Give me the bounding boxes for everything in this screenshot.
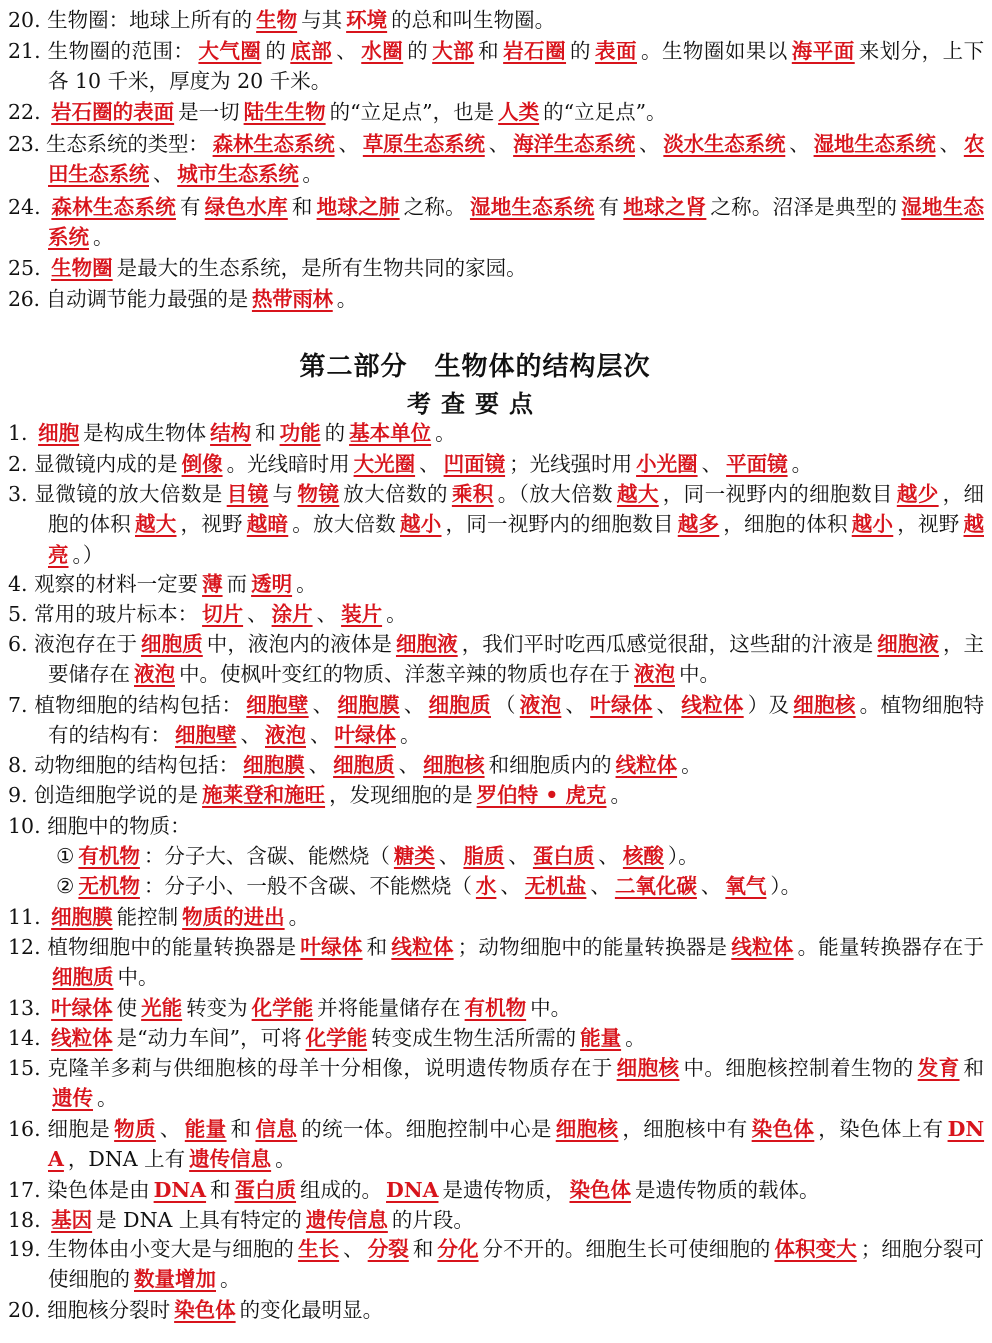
item-text: 。 <box>386 602 407 626</box>
answer-blank: 细胞核 <box>616 1056 680 1080</box>
answer-blank: 岩石圈 <box>503 39 567 63</box>
answer-blank: 城市生态系统 <box>177 162 299 187</box>
item-text: 的总和叫生物圈。 <box>391 8 556 32</box>
item-text: 、 <box>308 753 330 777</box>
item-text: ；光线强时用 <box>509 452 633 476</box>
list-item <box>8 1295 984 1325</box>
item-text: 、 <box>598 844 619 868</box>
answer-blank: 草原生态系统 <box>362 132 485 156</box>
answer-blank: 细胞膜 <box>51 905 113 929</box>
item-text: 的变化最明显。 <box>239 1298 384 1322</box>
item-text: ，我们平时吃西瓜感觉很甜，这些甜的汁液是 <box>461 632 874 656</box>
item-text: 中。 <box>117 965 159 990</box>
item-text: 、 <box>438 844 460 868</box>
answer-blank: 细胞质 <box>52 965 114 990</box>
item-text: 24. <box>8 195 48 219</box>
list-item <box>8 284 984 314</box>
answer-blank: 细胞核 <box>555 1117 619 1141</box>
answer-blank: 细胞膜 <box>337 693 400 717</box>
item-text: 和 <box>366 935 388 959</box>
answer-blank: 物质 <box>114 1117 156 1141</box>
item-text: ，视野 <box>897 512 960 537</box>
item-text: 的“立足点”。 <box>543 100 667 124</box>
item-text: 的 <box>570 39 592 63</box>
answer-blank: 细胞质 <box>428 693 491 717</box>
answer-blank: 细胞质 <box>333 753 395 777</box>
answer-blank: 越小 <box>400 512 442 537</box>
answer-blank: 细胞核 <box>793 693 856 717</box>
answer-blank: 有机物 <box>78 844 140 868</box>
item-text: 的“立足点”，也是 <box>329 100 495 124</box>
item-text: 、 <box>398 753 420 777</box>
item-text: ：分子小、一般不含碳、不能燃烧（ <box>143 874 472 898</box>
item-text: 。 <box>296 572 317 596</box>
item-text: 。 <box>302 162 323 187</box>
answer-blank: 信息 <box>255 1117 298 1141</box>
answer-blank: 脂质 <box>463 844 505 868</box>
answer-blank: 无机物 <box>78 874 140 898</box>
answer-blank: 遗传 <box>52 1086 93 1111</box>
answer-blank: 线粒体 <box>51 1026 113 1050</box>
list-item <box>8 599 984 629</box>
item-text: 分不开的。细胞生长可使细胞的 <box>482 1237 771 1261</box>
answer-blank: 物质的进出 <box>182 905 285 929</box>
item-text: 是遗传物质， <box>442 1178 566 1202</box>
answer-blank: 蛋白质 <box>234 1178 297 1202</box>
item-text: 的 <box>265 39 287 63</box>
answer-blank: 农田生态系统 <box>48 132 985 187</box>
item-text: 是 DNA 上具有特定的 <box>96 1208 302 1232</box>
list-item <box>8 1053 984 1114</box>
answer-blank: 二氧化碳 <box>614 874 697 898</box>
answer-blank: 湿地生态系统 <box>813 132 936 156</box>
item-text: 、 <box>403 693 425 717</box>
item-text: 20. 生物圈：地球上所有的 <box>8 8 253 32</box>
item-text: 来划分，上下各 10 千米，厚度为 20 千米。 <box>48 39 985 94</box>
answer-blank: 物镜 <box>297 482 340 506</box>
list-item <box>8 479 984 570</box>
item-text: 19. 生物体由小变大是与细胞的 <box>8 1237 294 1261</box>
answer-blank: 生物圈 <box>51 256 113 280</box>
item-text: 。生物圈如果以 <box>640 39 788 63</box>
item-text: 是遗传物质的载体。 <box>634 1178 820 1202</box>
item-text: 16. 细胞是 <box>8 1117 111 1141</box>
answer-blank: 细胞 <box>38 421 80 445</box>
answer-blank: 环境 <box>346 8 388 32</box>
answer-blank: 细胞壁 <box>246 693 309 717</box>
answer-blank: 乘积 <box>451 482 494 506</box>
answer-blank: 越多 <box>677 512 720 537</box>
answer-blank: 地球之肺 <box>316 195 400 219</box>
item-text: 。能量转换器存在于 <box>797 935 985 959</box>
list-item <box>8 418 984 448</box>
answer-blank: 分化 <box>437 1237 479 1261</box>
answer-blank: 细胞液 <box>877 632 939 656</box>
item-text: 。 <box>435 421 456 445</box>
answer-blank: 染色体 <box>174 1298 236 1322</box>
answer-blank: 液泡 <box>519 693 562 717</box>
answer-blank: 化学能 <box>251 996 314 1020</box>
answer-blank: 倒像 <box>181 452 223 476</box>
list-item <box>8 932 984 993</box>
item-text: 、 <box>488 132 510 156</box>
item-text: 转变为 <box>186 996 248 1020</box>
answer-blank: 越亮 <box>48 512 984 567</box>
answer-blank: 能量 <box>184 1117 227 1141</box>
item-text: 。植物细胞特有的结构有： <box>48 693 985 748</box>
item-text: ：分子大、含碳、能燃烧（ <box>143 844 390 868</box>
answer-blank: DNA <box>386 1178 439 1202</box>
answer-blank: 森林生态系统 <box>51 195 176 219</box>
item-text: ，发现细胞的是 <box>329 783 473 807</box>
item-text: 、 <box>338 132 359 156</box>
answer-blank: 底部 <box>290 39 333 63</box>
item-text: 3. 显微镜的放大倍数是 <box>8 482 223 506</box>
answer-blank: 表面 <box>595 39 637 63</box>
list-item <box>8 1234 984 1295</box>
answer-blank: 糖类 <box>393 844 435 868</box>
answer-blank: 热带雨林 <box>251 287 333 311</box>
item-text: 、 <box>247 602 268 626</box>
item-text: 有 <box>179 195 201 219</box>
item-text: 的 <box>324 421 346 445</box>
item-text: ，主要储存在 <box>48 632 985 687</box>
item-text: 与其 <box>301 8 343 32</box>
answer-blank: 湿地生态系统 <box>469 195 595 219</box>
answer-blank: 越小 <box>851 512 894 537</box>
list-item <box>8 1205 984 1235</box>
item-text: 7. 植物细胞的结构包括： <box>8 693 243 717</box>
item-text: 的统一体。细胞控制中心是 <box>301 1117 552 1141</box>
answer-blank: 基因 <box>51 1208 93 1232</box>
item-text: ，细胞的体积 <box>723 512 848 537</box>
item-text: 14. <box>8 1026 48 1050</box>
answer-blank: DNA <box>48 1117 985 1172</box>
item-text: ② <box>56 874 75 898</box>
item-text: 。 <box>400 723 421 748</box>
item-text: 、 <box>656 693 678 717</box>
item-text: 、 <box>508 844 529 868</box>
answer-blank: 能量 <box>580 1026 622 1050</box>
answer-blank: 涂片 <box>271 602 313 626</box>
item-text: ）。 <box>667 844 699 868</box>
item-text: 、 <box>590 874 611 898</box>
list-item <box>8 1114 984 1175</box>
item-text: 25. <box>8 256 48 280</box>
answer-blank: 大部 <box>432 39 475 63</box>
answer-blank: 分裂 <box>367 1237 409 1261</box>
item-text: 和 <box>230 1117 252 1141</box>
answer-blank: 染色体 <box>569 1178 631 1202</box>
list-item <box>8 993 984 1023</box>
list-item <box>8 192 984 253</box>
item-text: 、 <box>419 452 440 476</box>
list-item <box>8 1023 984 1053</box>
list-item <box>8 129 984 190</box>
item-text: 是构成生物体 <box>83 421 207 445</box>
item-text: 。 <box>288 905 310 929</box>
list-item <box>8 449 984 479</box>
item-text: （ <box>494 693 516 717</box>
item-text: 、 <box>700 874 722 898</box>
item-text: ，细胞的体积 <box>48 482 985 537</box>
item-text: 和 <box>291 195 313 219</box>
item-text: 、 <box>316 602 338 626</box>
answer-blank: 绿色水库 <box>204 195 288 219</box>
answer-blank: 越暗 <box>246 512 289 537</box>
answer-blank: 线粒体 <box>731 935 794 959</box>
answer-blank: 细胞核 <box>423 753 485 777</box>
answer-blank: 无机盐 <box>524 874 587 898</box>
answer-blank: 水 <box>475 874 497 898</box>
item-text: 和 <box>478 39 500 63</box>
item-text: 4. 观察的材料一定要 <box>8 572 199 596</box>
answer-blank: 叶绿体 <box>300 935 363 959</box>
answer-blank: 目镜 <box>226 482 269 506</box>
item-text: 、 <box>500 874 521 898</box>
item-text: 、 <box>159 1117 181 1141</box>
answer-blank: 地球之肾 <box>623 195 707 219</box>
item-text: 、 <box>153 162 174 187</box>
answer-blank: 施莱登和施旺 <box>202 783 326 807</box>
item-text: 使 <box>116 996 138 1020</box>
answer-blank: 叶绿体 <box>590 693 653 717</box>
item-text: ；动物细胞中的能量转换器是 <box>457 935 728 959</box>
list-item <box>8 871 992 901</box>
item-text: 17. 染色体是由 <box>8 1178 150 1202</box>
list-item <box>8 780 984 810</box>
item-text: ；细胞分裂可使细胞的 <box>48 1237 985 1292</box>
answer-blank: 水圈 <box>361 39 404 63</box>
item-text: 而 <box>226 572 248 596</box>
item-text: 、 <box>336 39 358 63</box>
item-text: 有 <box>598 195 620 219</box>
item-text: 6. 液泡存在于 <box>8 632 138 656</box>
item-text: ，DNA 上有 <box>67 1147 186 1172</box>
list-item <box>8 1175 984 1205</box>
list-item <box>8 841 992 871</box>
item-text: 转变成生物生活所需的 <box>371 1026 577 1050</box>
item-text: 1. <box>8 421 35 445</box>
item-text: 、 <box>639 132 660 156</box>
answer-blank: 岩石圈的表面 <box>51 100 175 124</box>
answer-blank: 细胞膜 <box>243 753 305 777</box>
answer-blank: 线粒体 <box>681 693 744 717</box>
item-text: 。 <box>336 287 357 311</box>
answer-blank: 液泡 <box>265 723 306 748</box>
list-item <box>8 36 984 97</box>
item-text: 。 <box>97 1086 118 1111</box>
answer-blank: 大气圈 <box>198 39 262 63</box>
item-text: 。 <box>625 1026 646 1050</box>
answer-blank: 细胞壁 <box>175 723 237 748</box>
answer-blank: 细胞液 <box>395 632 458 656</box>
answer-blank: 核酸 <box>622 844 664 868</box>
item-text: 。放大倍数 <box>292 512 396 537</box>
list-item <box>8 97 984 127</box>
section-2-title: 第二部分 生物体的结构层次 <box>299 352 651 382</box>
item-text: 12. 植物细胞中的能量转换器是 <box>8 935 297 959</box>
answer-blank: 染色体 <box>751 1117 815 1141</box>
item-text: ，视野 <box>180 512 243 537</box>
item-text: ，细胞核中有 <box>622 1117 748 1141</box>
answer-blank: 罗伯特 • 虎克 <box>476 783 607 807</box>
item-text: 的 <box>407 39 429 63</box>
list-item <box>8 690 984 751</box>
answer-blank: 化学能 <box>305 1026 368 1050</box>
item-text: 放大倍数的 <box>343 482 448 506</box>
list-item <box>8 569 984 599</box>
item-text: 之称。 <box>403 195 466 219</box>
answer-blank: 液泡 <box>134 662 175 687</box>
answer-blank: DNA <box>153 1178 207 1202</box>
answer-blank: 生长 <box>297 1237 340 1261</box>
item-text: 中，液泡内的液体是 <box>206 632 392 656</box>
answer-blank: 透明 <box>251 572 293 596</box>
item-text: 是一切 <box>178 100 240 124</box>
answer-blank: 线粒体 <box>615 753 678 777</box>
answer-blank: 功能 <box>279 421 321 445</box>
answer-blank: 基本单位 <box>349 421 432 445</box>
item-text: 的片段。 <box>391 1208 474 1232</box>
section-2-subtitle: 考查要点 <box>407 390 543 418</box>
item-text: 26. 自动调节能力最强的是 <box>8 287 248 311</box>
item-text: 能控制 <box>116 905 179 929</box>
item-text: 和细胞质内的 <box>488 753 612 777</box>
item-text: 5. 常用的玻片标本： <box>8 602 199 626</box>
answer-blank: 小光圈 <box>636 452 698 476</box>
item-text: 、 <box>939 132 960 156</box>
answer-blank: 蛋白质 <box>532 844 595 868</box>
answer-blank: 海洋生态系统 <box>513 132 636 156</box>
item-text: 18. <box>8 1208 48 1232</box>
item-text: ，染色体上有 <box>818 1117 944 1141</box>
list-item <box>8 750 984 780</box>
item-text: 、 <box>343 1237 364 1261</box>
item-text: 。 <box>791 452 813 476</box>
answer-blank: 遗传信息 <box>189 1147 272 1172</box>
item-text: 中。使枫叶变红的物质、洋葱辛辣的物质也存在于 <box>179 662 630 687</box>
item-text: 2. 显微镜内成的是 <box>8 452 178 476</box>
answer-blank: 大光圈 <box>353 452 416 476</box>
answer-blank: 细胞质 <box>141 632 203 656</box>
answer-blank: 叶绿体 <box>334 723 396 748</box>
answer-blank: 有机物 <box>464 996 527 1020</box>
item-text: 、 <box>565 693 587 717</box>
answer-blank: 凹面镜 <box>443 452 506 476</box>
answer-blank: 平面镜 <box>726 452 788 476</box>
item-text: 、 <box>312 693 334 717</box>
item-text: 中。 <box>679 662 720 687</box>
item-text: 。 <box>275 1147 296 1172</box>
item-text: 13. <box>8 996 48 1020</box>
item-text: 和 <box>210 1178 231 1202</box>
item-text: 、 <box>701 452 723 476</box>
item-text: 、 <box>240 723 261 748</box>
item-text: 是最大的生态系统，是所有生物共同的家园。 <box>116 256 527 280</box>
item-text: 、 <box>789 132 810 156</box>
answer-blank: 体积变大 <box>774 1237 857 1261</box>
item-text: 和 <box>412 1237 434 1261</box>
answer-blank: 越少 <box>896 482 939 506</box>
item-text: 20. 细胞核分裂时 <box>8 1298 171 1322</box>
answer-blank: 叶绿体 <box>51 996 113 1020</box>
item-text: 。 <box>220 1267 241 1292</box>
item-text: 10. 细胞中的物质： <box>8 814 191 838</box>
item-text: 与 <box>272 482 294 506</box>
answer-blank: 越大 <box>135 512 177 537</box>
answer-blank: 越大 <box>616 482 659 506</box>
item-text: 。 <box>610 783 631 807</box>
item-text: 组成的。 <box>300 1178 383 1202</box>
answer-blank: 液泡 <box>634 662 675 687</box>
item-text: 。光线暗时用 <box>226 452 350 476</box>
list-item <box>8 902 984 932</box>
answer-blank: 淡水生态系统 <box>663 132 786 156</box>
item-text: ）及 <box>747 693 790 717</box>
item-text: ，同一视野内的细胞数目 <box>662 482 893 506</box>
answer-blank: 切片 <box>202 602 244 626</box>
item-text: 22. <box>8 100 48 124</box>
item-text: 中。细胞核控制着生物的 <box>683 1056 914 1080</box>
item-text: 11. <box>8 905 48 929</box>
answer-blank: 线粒体 <box>391 935 454 959</box>
answer-blank: 薄 <box>202 572 223 596</box>
item-text: 9. 创造细胞学说的是 <box>8 783 199 807</box>
item-text: 是“动力车间”，可将 <box>116 1026 302 1050</box>
answer-blank: 人类 <box>498 100 540 124</box>
item-text: ，同一视野内的细胞数目 <box>445 512 674 537</box>
item-text: ）。 <box>770 874 802 898</box>
item-text: 8. 动物细胞的结构包括： <box>8 753 240 777</box>
list-item <box>8 5 984 35</box>
answer-blank: 森林生态系统 <box>212 132 335 156</box>
answer-blank: 发育 <box>917 1056 960 1080</box>
item-text: 之称。沼泽是典型的 <box>710 195 898 219</box>
answer-blank: 陆生生物 <box>243 100 326 124</box>
list-item <box>8 253 984 283</box>
item-text: 并将能量储存在 <box>317 996 461 1020</box>
answer-blank: 海平面 <box>791 39 855 63</box>
list-item <box>8 811 984 841</box>
item-text: 和 <box>255 421 276 445</box>
item-text: ① <box>56 844 75 868</box>
item-text: 。） <box>72 542 104 567</box>
answer-blank: 光能 <box>141 996 183 1020</box>
item-text: 15. 克隆羊多莉与供细胞核的母羊十分相像，说明遗传物质存在于 <box>8 1056 613 1080</box>
item-text: 21. 生物圈的范围： <box>8 39 195 63</box>
answer-blank: 氧气 <box>725 874 767 898</box>
item-text: 。 <box>681 753 702 777</box>
item-text: 。 <box>93 225 114 250</box>
item-text: 23. 生态系统的类型： <box>8 132 209 156</box>
item-text: 、 <box>310 723 331 748</box>
answer-blank: 结构 <box>210 421 252 445</box>
answer-blank: 装片 <box>341 602 383 626</box>
answer-blank: 遗传信息 <box>305 1208 388 1232</box>
list-item <box>8 629 984 690</box>
item-text: 中。 <box>530 996 572 1020</box>
item-text: 。（放大倍数 <box>497 482 613 506</box>
answer-blank: 生物 <box>256 8 298 32</box>
answer-blank: 湿地生态系统 <box>48 195 985 250</box>
item-text: 和 <box>963 1056 985 1080</box>
answer-blank: 数量增加 <box>134 1267 216 1292</box>
